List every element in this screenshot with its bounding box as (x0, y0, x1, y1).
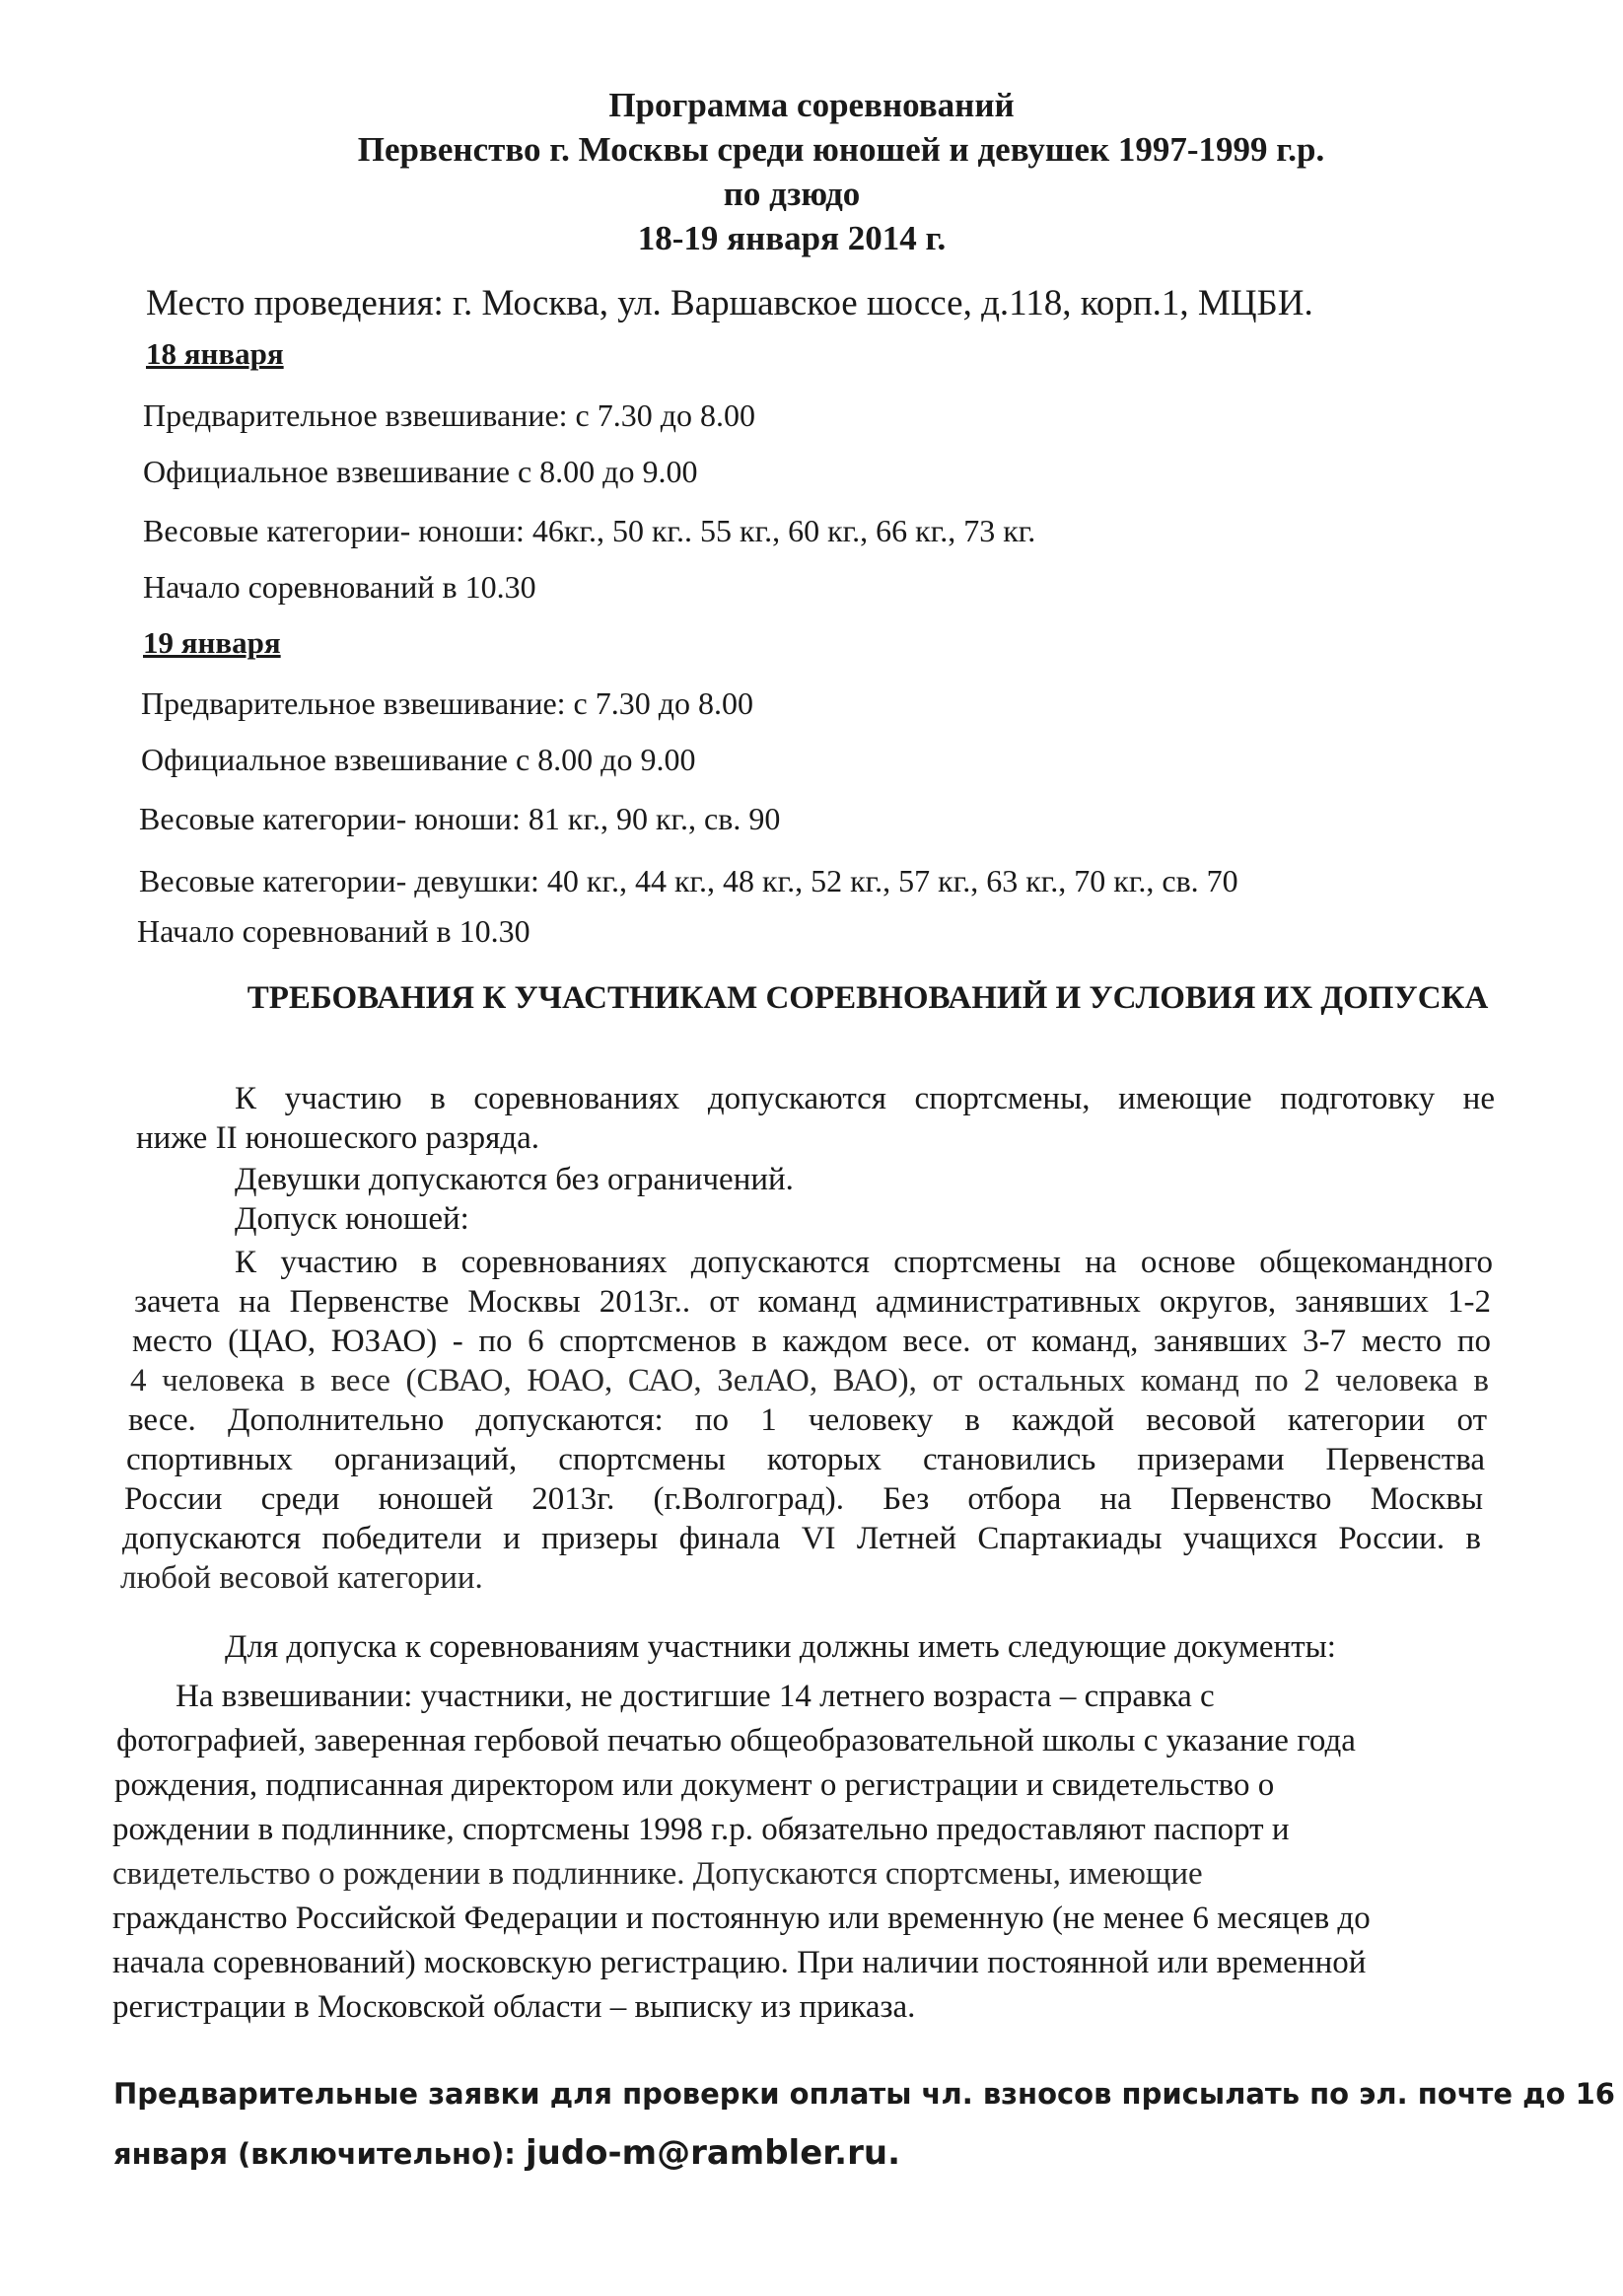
req-p4-line9: любой весовой категории. (120, 1560, 483, 1596)
day2-weight-categories-boys: Весовые категории- юноши: 81 кг., 90 кг., св. 90 (139, 801, 781, 836)
req-p6-line8: регистрации в Московской области – выписку из приказа. (112, 1989, 916, 2025)
req-p1-line2: ниже II юношеского разряда. (136, 1120, 540, 1156)
req-p4-line8: допускаются победители и призеры финала VI Летней Спартакиады учащихся России. в (122, 1521, 1481, 1556)
req-p4-line6: спортивных организаций, спортсмены которых становились призерами Первенства (126, 1442, 1485, 1477)
footer-applications-line1: Предварительные заявки для проверки оплаты чл. взносов присылать по эл. почте до 16 (113, 2077, 1615, 2111)
day1-weight-categories-boys: Весовые категории- юноши: 46кг., 50 кг.. 55 кг., 60 кг., 66 кг., 73 кг. (143, 513, 1036, 548)
footer-deadline-text: января (включительно): (113, 2137, 526, 2171)
venue-line: Место проведения: г. Москва, ул. Варшавское шоссе, д.118, корп.1, МЦБИ. (146, 283, 1313, 323)
dates-title: 18-19 января 2014 г. (637, 219, 947, 257)
program-title: Программа соревнований (608, 86, 1015, 124)
day2-weight-categories-girls: Весовые категории- девушки: 40 кг., 44 кг., 48 кг., 52 кг., 57 кг., 63 кг., 70 кг., св. 70 (139, 863, 1238, 898)
req-p6-line5: свидетельство о рождении в подлиннике. Допускаются спортсмены, имеющие (112, 1856, 1203, 1892)
req-p4-line2: зачета на Первенстве Москвы 2013г.. от команд административных округов, занявших 1-2 (134, 1284, 1491, 1320)
championship-title: Первенство г. Москвы среди юношей и девушек 1997-1999 г.р. (357, 130, 1325, 169)
req-p4-line1: К участию в соревнованиях допускаются спортсмены на основе общекомандного (235, 1245, 1493, 1280)
req-p4-line7: России среди юношей 2013г. (г.Волгоград). Без отбора на Первенство Москвы (124, 1481, 1483, 1517)
day1-start-time: Начало соревнований в 10.30 (143, 569, 536, 605)
req-p6-line2: фотографией, заверенная гербовой печатью общеобразовательной школы с указание года (116, 1723, 1356, 1758)
day1-heading: 18 января (146, 336, 284, 371)
day1-official-weighin: Официальное взвешивание с 8.00 до 9.00 (143, 454, 698, 489)
req-p4-line3: место (ЦАО, ЮЗАО) - по 6 спортсменов в каждом весе. от команд, занявших 3-7 место по (132, 1324, 1491, 1359)
req-p6-line6: гражданство Российской Федерации и постоянную или временную (не менее 6 месяцев до (112, 1901, 1371, 1936)
contact-email-link[interactable]: judo-m@rambler.ru. (525, 2133, 900, 2173)
req-p2: Девушки допускаются без ограничений. (235, 1162, 794, 1197)
req-p3: Допуск юношей: (235, 1201, 469, 1237)
day1-prelim-weighin: Предварительное взвешивание: с 7.30 до 8.00 (143, 397, 756, 433)
req-p5: Для допуска к соревнованиям участники должны иметь следующие документы: (225, 1629, 1336, 1665)
footer-applications-line2 (113, 2130, 900, 2177)
sport-title: по дзюдо (723, 175, 861, 213)
req-p6-line3: рождения, подписанная директором или документ о регистрации и свидетельство о (114, 1767, 1275, 1803)
req-p6-line1: На взвешивании: участники, не достигшие 14 летнего возраста – справка с (176, 1679, 1215, 1714)
requirements-title: ТРЕБОВАНИЯ К УЧАСТНИКАМ СОРЕВНОВАНИЙ И УСЛОВИЯ ИХ ДОПУСКА (247, 980, 1489, 1016)
day2-prelim-weighin: Предварительное взвешивание: с 7.30 до 8.00 (141, 685, 754, 721)
day2-official-weighin: Официальное взвешивание с 8.00 до 9.00 (141, 742, 696, 777)
req-p6-line7: начала соревнований) московскую регистрацию. При наличии постоянной или временной (112, 1945, 1367, 1980)
req-p6-line4: рождении в подлиннике, спортсмены 1998 г.р. обязательно предоставляют паспорт и (112, 1812, 1290, 1847)
req-p4-line4: 4 человека в весе (СВАО, ЮАО, САО, ЗелАО, ВАО), от остальных команд по 2 человека в (130, 1363, 1489, 1399)
req-p4-line5: весе. Дополнительно допускаются: по 1 человеку в каждой весовой категории от (128, 1402, 1487, 1438)
day2-start-time: Начало соревнований в 10.30 (137, 913, 530, 949)
req-p1-line1: К участию в соревнованиях допускаются спортсмены, имеющие подготовку не (235, 1081, 1495, 1116)
day2-heading: 19 января (143, 625, 281, 660)
